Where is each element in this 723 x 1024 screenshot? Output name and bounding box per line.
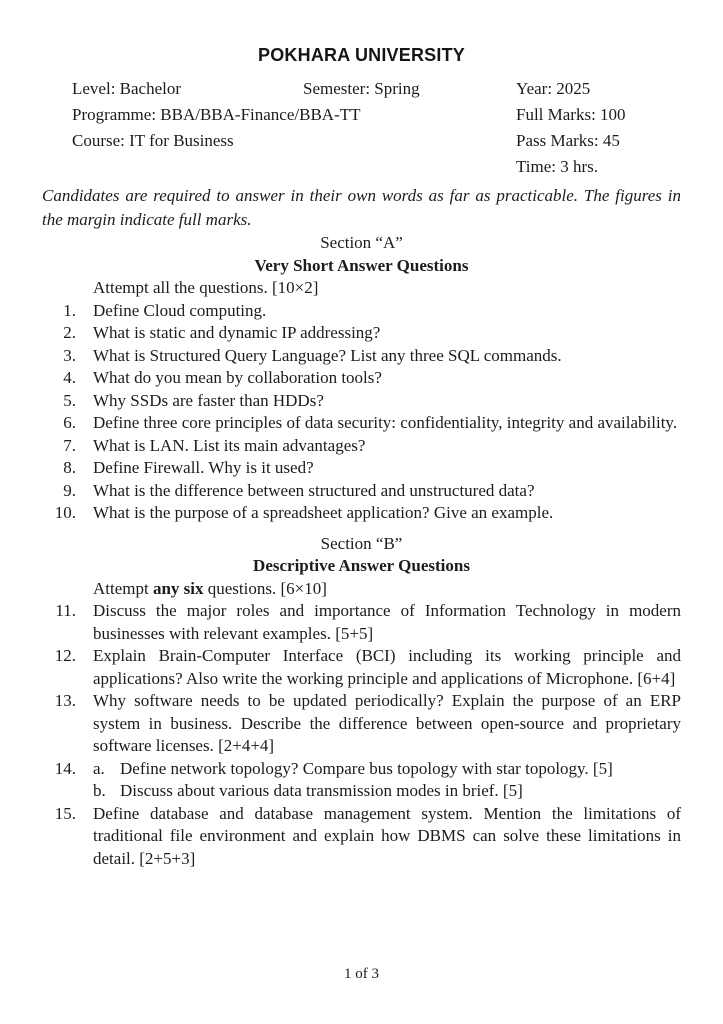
attempt-bold-any-six: any six	[152, 578, 204, 598]
meta-programme: Programme: BBA/BBA-Finance/BBA-TT	[72, 105, 361, 124]
question-number: 15.	[54, 803, 76, 823]
question-number: 12.	[54, 646, 76, 665]
section-b-question-list	[42, 600, 681, 870]
section-a-title: Section “A”	[320, 233, 403, 252]
question-text: Discuss the major roles and importance of Information Technology in modern businesses with relevant examples. [5+5]	[93, 601, 681, 643]
question-3	[42, 345, 681, 368]
question-number: 3.	[63, 345, 76, 365]
subpart-letter: b.	[93, 781, 106, 800]
question-5	[42, 390, 681, 413]
question-text: What is the difference between structured and unstructured data?	[93, 480, 535, 500]
section-b-subtitle: Descriptive Answer Questions	[253, 556, 470, 575]
question-number: 14.	[54, 758, 76, 778]
meta-time: Time: 3 hrs.	[516, 157, 599, 176]
question-14-subparts	[93, 758, 681, 803]
subpart-text: Define network topology? Compare bus topology with star topology. [5]	[120, 758, 613, 778]
question-text: Why software needs to be updated periodically? Explain the purpose of an ERP system in business. Describe the difference between open-source and proprietary software licenses. [2+4+4]	[93, 691, 681, 755]
attempt-suffix: questions. [6×10]	[203, 578, 327, 598]
question-number: 5.	[63, 390, 76, 410]
section-a-subtitle: Very Short Answer Questions	[254, 255, 469, 275]
question-number: 7.	[63, 435, 76, 455]
university-title: POKHARA UNIVERSITY	[258, 45, 465, 65]
question-12	[42, 645, 681, 690]
question-9	[42, 480, 681, 503]
question-text: Define three core principles of data security: confidentiality, integrity and availability.	[93, 413, 678, 432]
meta-year: Year: 2025	[516, 79, 591, 98]
question-text: What is the purpose of a spreadsheet application? Give an example.	[93, 503, 554, 522]
question-text: What do you mean by collaboration tools?	[93, 368, 382, 387]
section-a-attempt-line: Attempt all the questions. [10×2]	[93, 278, 319, 297]
question-text: Define Cloud computing.	[93, 300, 267, 320]
page-number: 1 of 3	[344, 966, 379, 982]
meta-full-marks: Full Marks: 100	[516, 105, 626, 124]
question-text: Why SSDs are faster than HDDs?	[93, 390, 324, 410]
meta-empty-cell	[72, 154, 516, 180]
question-number: 1.	[63, 300, 76, 320]
question-7	[42, 435, 681, 458]
question-number: 8.	[63, 458, 76, 477]
exam-meta-block	[72, 76, 681, 180]
question-text: What is static and dynamic IP addressing?	[93, 323, 381, 342]
section-a-question-list	[42, 300, 681, 525]
question-text: Define database and database management system. Mention the limitations of traditional file environment and explain how DBMS can solve these limitations in detail. [2+5+3]	[93, 803, 681, 868]
attempt-prefix: Attempt	[93, 578, 153, 598]
question-text: What is LAN. List its main advantages?	[93, 435, 366, 455]
question-11	[42, 600, 681, 645]
question-14a	[93, 758, 681, 781]
question-number: 9.	[63, 480, 76, 500]
section-b-title: Section “B”	[320, 533, 403, 553]
question-8	[42, 457, 681, 480]
meta-pass-marks: Pass Marks: 45	[516, 131, 620, 150]
question-2	[42, 322, 681, 345]
question-1	[42, 300, 681, 323]
question-15	[42, 803, 681, 871]
question-14	[42, 758, 681, 803]
question-number: 11.	[55, 601, 76, 620]
question-number: 10.	[54, 503, 76, 522]
question-number: 2.	[63, 323, 76, 342]
meta-course: Course: IT for Business	[72, 131, 234, 150]
candidate-instructions: Candidates are required to answer in their own words as far as practicable. The figures in the margin indicate full marks.	[42, 186, 681, 229]
meta-level: Level: Bachelor	[72, 79, 182, 98]
question-text: What is Structured Query Language? List any three SQL commands.	[93, 345, 562, 365]
question-number: 6.	[63, 413, 76, 432]
subpart-letter: a.	[93, 758, 105, 778]
question-13	[42, 690, 681, 758]
subpart-text: Discuss about various data transmission modes in brief. [5]	[120, 781, 523, 800]
question-10	[42, 502, 681, 525]
question-text: Define Firewall. Why is it used?	[93, 458, 314, 477]
question-14b	[93, 780, 681, 803]
question-number: 4.	[63, 368, 76, 387]
question-number: 13.	[54, 691, 76, 710]
meta-semester: Semester: Spring	[303, 79, 420, 98]
question-6	[42, 412, 681, 435]
section-b-attempt-line	[93, 578, 681, 601]
question-4	[42, 367, 681, 390]
question-text: Explain Brain-Computer Interface (BCI) including its working principle and applications? Also write the working principle and applications of Microphone. [6+4]	[93, 646, 681, 688]
